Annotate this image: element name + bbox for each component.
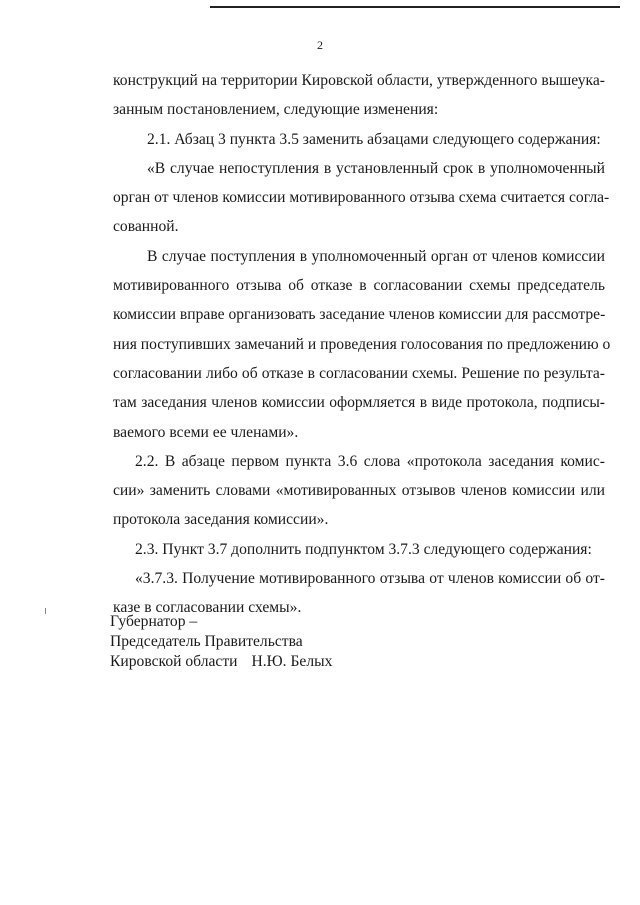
- body-line: «3.7.3. Получение мотивированного отзыва от членов комиссии об от-: [135, 570, 605, 588]
- body-line: протокола заседания комиссии».: [113, 511, 329, 529]
- body-line: 2.2. В абзаце первом пункта 3.6 слова «протокола заседания комис-: [135, 452, 605, 470]
- page-number: 2: [317, 38, 323, 52]
- body-line: комиссии вправе организовать заседание членов комиссии для рассмотре-: [113, 306, 606, 324]
- signatory-region: Кировской области: [110, 653, 238, 670]
- body-line: конструкций на территории Кировской области, утвержденного вышеука-: [113, 72, 605, 89]
- signatory-region-line: [110, 652, 332, 672]
- document-body: [113, 71, 611, 628]
- body-line: согласовании либо об отказе в согласовании схемы. Решение по результа-: [113, 364, 605, 382]
- body-line: занным постановлением, следующие изменения:: [113, 101, 439, 119]
- body-line: казе в согласовании схемы».: [113, 599, 302, 617]
- signatory-name: Н.Ю. Белых: [251, 653, 333, 670]
- body-line: мотивированного отзыва об отказе в согласовании схемы председатель: [113, 277, 605, 295]
- body-line: ваемого всеми ее членами».: [113, 423, 299, 441]
- body-line: сии» заменить словами «мотивированных отзывов членов комиссии или: [113, 482, 605, 500]
- top-rule: [210, 6, 620, 8]
- body-line: орган от членов комиссии мотивированного отзыва схема считается согла-: [113, 189, 610, 207]
- body-line: 2.3. Пункт 3.7 дополнить подпунктом 3.7.3 следующего содержания:: [135, 540, 592, 558]
- margin-mark: [45, 608, 46, 614]
- signatory-title: Губернатор –: [110, 613, 198, 630]
- signatory-title: Председатель Правительства: [110, 633, 303, 650]
- body-line: ния поступивших замечаний и проведения голосования по предложению о: [113, 335, 611, 353]
- body-line: сованной.: [113, 218, 179, 236]
- body-line: 2.1. Абзац 3 пункта 3.5 заменить абзацами следующего содержания:: [147, 130, 601, 148]
- body-line: В случае поступления в уполномоченный орган от членов комиссии: [147, 247, 605, 265]
- signature-block: [110, 612, 332, 672]
- body-line: там заседания членов комиссии оформляется в виде протокола, подписы-: [113, 394, 605, 412]
- body-line: «В случае непоступления в установленный срок в уполномоченный: [147, 159, 605, 177]
